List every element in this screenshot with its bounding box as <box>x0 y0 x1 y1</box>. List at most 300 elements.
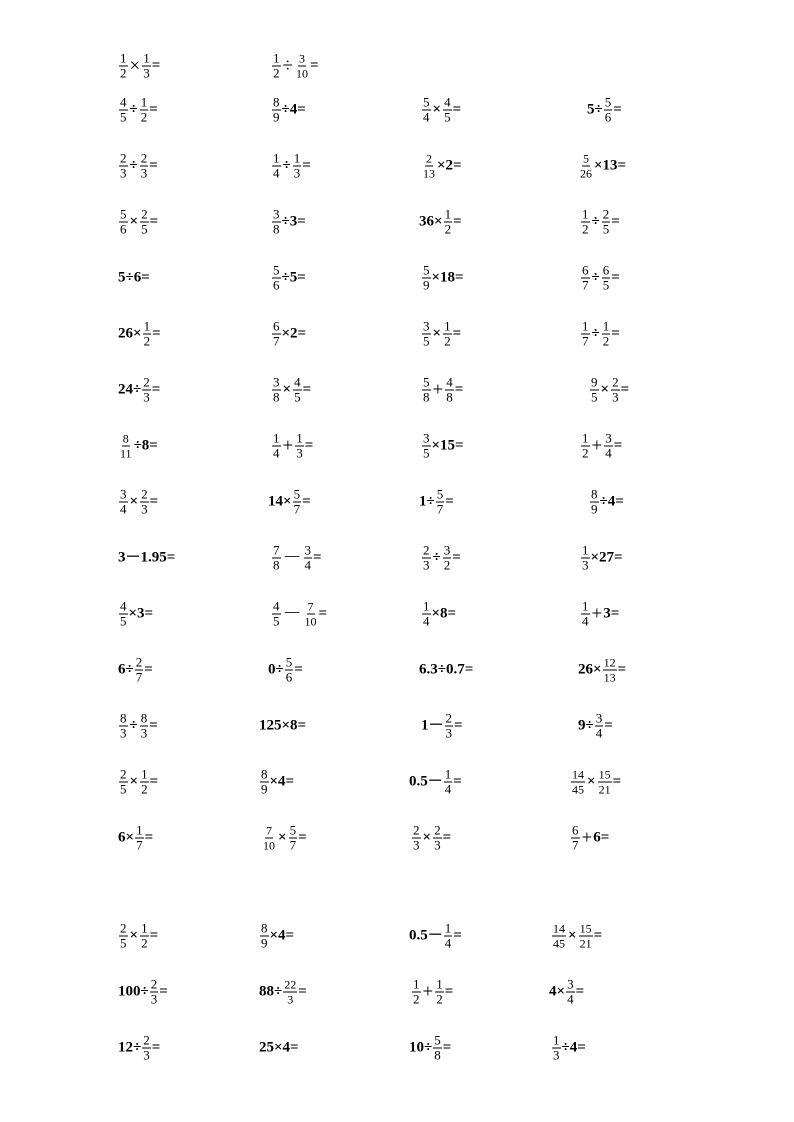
expression-text: 4× <box>549 983 566 1000</box>
denominator: 8 <box>273 389 280 405</box>
expression-text: = <box>149 927 159 944</box>
expression-text: = <box>149 773 159 790</box>
fraction <box>293 488 302 517</box>
numerator: 5 <box>436 486 444 502</box>
operator: ÷ <box>591 325 600 342</box>
fraction <box>595 712 604 741</box>
numerator: 8 <box>261 766 268 782</box>
arithmetic-problem <box>118 52 160 81</box>
denominator: 2 <box>273 65 280 81</box>
numerator: 8 <box>140 710 148 726</box>
fraction <box>581 432 590 461</box>
denominator: 9 <box>273 109 280 125</box>
denominator: 4 <box>273 445 280 461</box>
denominator: 9 <box>261 935 268 951</box>
expression-text: = <box>313 549 322 566</box>
operator: × <box>282 381 292 398</box>
numerator: 7 <box>307 599 314 614</box>
fraction <box>443 320 452 349</box>
denominator: 4 <box>605 445 612 461</box>
expression-text: = <box>151 1039 161 1056</box>
operator: + <box>422 981 434 1003</box>
expression-text: 1－ <box>421 717 444 734</box>
numerator: 2 <box>445 710 453 726</box>
expression-text: = <box>318 605 328 622</box>
arithmetic-problem <box>409 922 462 951</box>
numerator: 2 <box>612 374 619 390</box>
arithmetic-problem <box>271 432 313 461</box>
denominator: 2 <box>444 333 451 349</box>
operator: × <box>278 829 287 846</box>
expression-text: ÷5= <box>281 269 306 286</box>
denominator: 10 <box>304 614 317 629</box>
arithmetic-problem <box>118 600 153 629</box>
fraction <box>119 52 128 81</box>
numerator: 4 <box>444 94 451 110</box>
expression-text: = <box>298 983 307 1000</box>
numerator: 1 <box>582 206 589 222</box>
fraction <box>422 264 431 293</box>
numerator: 1 <box>273 50 280 66</box>
arithmetic-problem <box>409 1034 451 1063</box>
expression-text: = <box>442 1039 452 1056</box>
numerator: 8 <box>261 920 268 936</box>
fraction <box>295 52 309 81</box>
denominator: 3 <box>582 557 589 573</box>
operator: × <box>129 773 139 790</box>
denominator: 5 <box>120 613 127 629</box>
denominator: 6 <box>120 221 127 237</box>
expression-text: 6× <box>118 829 135 846</box>
arithmetic-problem <box>421 320 461 349</box>
expression-text: = <box>309 57 319 74</box>
expression-text: ×3= <box>128 605 154 622</box>
fraction <box>293 152 302 181</box>
expression-text: = <box>620 381 630 398</box>
fraction <box>581 264 590 293</box>
numerator: 2 <box>135 654 143 670</box>
operator: × <box>600 381 610 398</box>
fraction <box>581 544 590 573</box>
fraction <box>119 768 128 797</box>
fraction <box>552 1034 561 1063</box>
fraction <box>272 320 281 349</box>
numerator: 1 <box>141 920 148 936</box>
numerator: 1 <box>444 318 451 334</box>
expression-text: ÷3= <box>281 213 306 230</box>
denominator: 5 <box>602 277 610 293</box>
fraction <box>412 978 421 1007</box>
denominator: 3 <box>553 1047 560 1063</box>
denominator: 2 <box>443 557 451 573</box>
expression-text: 6÷ <box>118 661 134 678</box>
numerator: 1 <box>140 94 148 110</box>
arithmetic-problem <box>118 376 160 405</box>
arithmetic-problem <box>421 600 456 629</box>
fraction <box>602 208 611 237</box>
arithmetic-problem <box>271 320 306 349</box>
arithmetic-problem <box>421 712 463 741</box>
denominator: 4 <box>567 991 574 1007</box>
expression-text: = <box>298 829 307 846</box>
arithmetic-problem <box>118 320 161 349</box>
expression-text: = <box>302 493 311 510</box>
arithmetic-problem <box>580 208 620 237</box>
arithmetic-problem <box>580 432 622 461</box>
denominator: 3 <box>445 725 453 741</box>
expression-text: = <box>453 213 462 230</box>
expression-text: = <box>442 829 452 846</box>
operator: × <box>129 55 141 77</box>
numerator: 1 <box>143 318 151 334</box>
operator: × <box>422 829 432 846</box>
denominator: 5 <box>273 613 280 629</box>
denominator: 2 <box>141 781 148 797</box>
denominator: 3 <box>143 65 150 81</box>
fraction <box>552 922 566 951</box>
denominator: 9 <box>423 277 430 293</box>
expression-text: ×2= <box>281 325 307 342</box>
fraction <box>443 96 452 125</box>
numerator: 1 <box>413 976 420 992</box>
arithmetic-problem <box>578 152 626 181</box>
numerator: 3 <box>443 542 451 558</box>
denominator: 6 <box>604 109 612 125</box>
arithmetic-problem <box>419 208 462 237</box>
expression-text: ×27= <box>590 549 623 566</box>
numerator: 3 <box>120 486 127 502</box>
numerator: 3 <box>423 430 430 446</box>
arithmetic-problem <box>411 978 453 1007</box>
expression-text: = <box>144 661 153 678</box>
operator: － <box>282 603 302 625</box>
fraction <box>140 712 149 741</box>
expression-text: = <box>302 157 311 174</box>
fraction <box>119 152 128 181</box>
operator: ÷ <box>282 55 293 77</box>
expression-text: 1÷ <box>419 493 435 510</box>
denominator: 7 <box>289 837 297 853</box>
fraction <box>119 922 128 951</box>
operator: ÷ <box>432 549 441 566</box>
fraction <box>579 922 593 951</box>
expression-text: ÷4= <box>599 493 624 510</box>
denominator: 4 <box>444 935 452 951</box>
expression-text: = <box>149 493 159 510</box>
numerator: 1 <box>273 150 280 166</box>
denominator: 2 <box>582 221 589 237</box>
numerator: 2 <box>434 822 441 838</box>
operator: + <box>591 435 603 457</box>
denominator: 4 <box>423 613 430 629</box>
fraction <box>272 208 281 237</box>
expression-text: = <box>304 437 314 454</box>
operator: + <box>432 379 444 401</box>
arithmetic-problem <box>580 320 620 349</box>
numerator: 5 <box>423 262 430 278</box>
arithmetic-problem <box>421 152 462 181</box>
arithmetic-problem <box>118 551 175 566</box>
fraction <box>272 152 281 181</box>
denominator: 8 <box>273 221 280 237</box>
fraction <box>262 824 276 853</box>
expression-text: = <box>452 325 462 342</box>
fraction <box>581 600 590 629</box>
fraction <box>566 978 575 1007</box>
numerator: 4 <box>273 598 280 614</box>
expression-text: = <box>149 213 159 230</box>
arithmetic-problem <box>259 922 294 951</box>
expression-text: 24÷ <box>118 381 142 398</box>
denominator: 45 <box>553 936 565 951</box>
expression-text: 88÷ <box>259 983 283 1000</box>
arithmetic-problem <box>118 96 158 125</box>
fraction <box>119 712 128 741</box>
numerator: 3 <box>605 430 612 446</box>
arithmetic-problem <box>271 264 306 293</box>
denominator: 11 <box>120 446 132 461</box>
numerator: 1 <box>444 920 452 936</box>
fraction <box>422 544 431 573</box>
arithmetic-problem <box>587 96 622 125</box>
operator: ÷ <box>129 717 138 734</box>
denominator: 6 <box>285 669 293 685</box>
fraction <box>119 432 133 461</box>
numerator: 2 <box>120 150 127 166</box>
expression-text: = <box>611 325 620 342</box>
numerator: 2 <box>426 151 432 166</box>
operator: ÷ <box>282 157 291 174</box>
denominator: 2 <box>444 221 452 237</box>
expression-text: 25×4= <box>259 1039 299 1056</box>
fraction <box>119 488 128 517</box>
denominator: 3 <box>413 837 420 853</box>
expression-text: 0÷ <box>268 661 284 678</box>
arithmetic-problem <box>271 376 311 405</box>
expression-text: = <box>151 381 161 398</box>
numerator: 3 <box>298 51 305 66</box>
operator: ÷ <box>129 157 138 174</box>
expression-text: 12÷ <box>118 1039 142 1056</box>
numerator: 8 <box>122 431 129 446</box>
numerator: 5 <box>423 94 430 110</box>
numerator: 8 <box>120 710 127 726</box>
fraction <box>142 52 151 81</box>
expression-text: 14× <box>268 493 292 510</box>
denominator: 2 <box>413 991 420 1007</box>
denominator: 3 <box>143 1047 150 1063</box>
denominator: 7 <box>135 669 143 685</box>
expression-text: = <box>144 829 154 846</box>
arithmetic-problem <box>259 1041 299 1056</box>
expression-text: ×18= <box>431 269 464 286</box>
fraction <box>119 96 128 125</box>
denominator: 5 <box>120 109 127 125</box>
fraction <box>422 432 431 461</box>
arithmetic-problem <box>411 824 451 853</box>
numerator: 1 <box>436 976 443 992</box>
operator: × <box>432 101 442 118</box>
numerator: 3 <box>595 710 603 726</box>
arithmetic-problem <box>580 544 623 573</box>
fraction <box>143 320 152 349</box>
arithmetic-problem <box>118 712 158 741</box>
expression-text: ×8= <box>431 605 457 622</box>
numerator: 1 <box>423 598 430 614</box>
numerator: 2 <box>602 206 610 222</box>
operator: × <box>129 927 139 944</box>
numerator: 5 <box>273 262 280 278</box>
fraction <box>135 656 144 685</box>
expression-text: 10÷ <box>409 1039 433 1056</box>
denominator: 7 <box>582 333 589 349</box>
fraction <box>140 488 149 517</box>
arithmetic-problem <box>118 488 158 517</box>
operator: + <box>282 435 294 457</box>
denominator: 2 <box>582 445 589 461</box>
numerator: 6 <box>582 262 589 278</box>
arithmetic-problem <box>118 271 150 286</box>
fraction <box>422 320 431 349</box>
fraction <box>422 376 431 405</box>
denominator: 4 <box>120 501 127 517</box>
fraction <box>140 208 149 237</box>
numerator: 2 <box>120 920 127 936</box>
denominator: 7 <box>582 277 589 293</box>
denominator: 13 <box>423 166 435 181</box>
denominator: 2 <box>436 991 443 1007</box>
expression-text: 5÷6= <box>118 269 150 286</box>
expression-text: 0.5－ <box>409 927 443 944</box>
fraction <box>272 544 281 573</box>
fraction <box>142 376 151 405</box>
expression-text: = <box>302 381 312 398</box>
denominator: 5 <box>120 935 127 951</box>
expression-text: 3－1.95= <box>118 549 176 566</box>
numerator: 15 <box>598 767 611 782</box>
expression-text: 36× <box>419 213 443 230</box>
numerator: 1 <box>602 318 610 334</box>
arithmetic-problem <box>268 656 303 685</box>
fraction <box>142 1034 151 1063</box>
fraction <box>272 264 281 293</box>
operator: × <box>587 773 596 790</box>
numerator: 15 <box>579 921 592 936</box>
fraction <box>304 600 318 629</box>
numerator: 2 <box>143 1032 150 1048</box>
arithmetic-problem <box>259 719 306 734</box>
operator: － <box>282 547 302 569</box>
denominator: 2 <box>140 109 148 125</box>
fraction <box>590 488 599 517</box>
denominator: 7 <box>273 333 280 349</box>
numerator: 1 <box>553 1032 560 1048</box>
numerator: 8 <box>591 486 598 502</box>
numerator: 1 <box>273 430 280 446</box>
numerator: 1 <box>120 50 127 66</box>
numerator: 5 <box>434 1032 441 1048</box>
fraction <box>119 208 128 237</box>
arithmetic-problem <box>551 1034 586 1063</box>
denominator: 3 <box>141 501 148 517</box>
numerator: 4 <box>120 598 127 614</box>
arithmetic-problem <box>271 544 322 573</box>
expression-text: = <box>152 325 161 342</box>
fraction <box>422 600 431 629</box>
arithmetic-problem <box>271 96 306 125</box>
arithmetic-problem <box>259 978 307 1007</box>
numerator: 3 <box>273 374 280 390</box>
fraction <box>443 544 452 573</box>
numerator: 5 <box>285 654 293 670</box>
fraction <box>272 600 281 629</box>
numerator: 1 <box>296 430 303 446</box>
numerator: 6 <box>572 822 579 838</box>
denominator: 21 <box>598 782 611 797</box>
denominator: 7 <box>136 837 143 853</box>
fraction <box>289 824 298 853</box>
fraction <box>140 768 149 797</box>
numerator: 5 <box>423 374 430 390</box>
denominator: 8 <box>273 557 280 573</box>
arithmetic-problem <box>419 663 473 678</box>
arithmetic-problem <box>118 656 153 685</box>
fraction <box>602 264 611 293</box>
numerator: 5 <box>583 151 589 166</box>
fraction <box>422 96 431 125</box>
denominator: 13 <box>603 670 616 685</box>
expression-text: = <box>149 157 158 174</box>
denominator: 4 <box>304 557 312 573</box>
denominator: 3 <box>612 389 619 405</box>
arithmetic-problem <box>578 712 613 741</box>
denominator: 2 <box>120 65 127 81</box>
expression-text: = <box>453 773 462 790</box>
fraction <box>272 96 281 125</box>
arithmetic-problem <box>421 264 464 293</box>
denominator: 4 <box>595 725 603 741</box>
arithmetic-problem <box>118 1034 160 1063</box>
denominator: 3 <box>140 725 148 741</box>
expression-text: 0.5－ <box>409 773 443 790</box>
arithmetic-problem <box>271 600 327 629</box>
expression-text: = <box>611 213 620 230</box>
expression-text: 100÷ <box>118 983 149 1000</box>
fraction <box>304 544 313 573</box>
numerator: 4 <box>120 94 127 110</box>
numerator: 1 <box>582 598 589 614</box>
fraction <box>295 432 304 461</box>
numerator: 1 <box>444 766 452 782</box>
arithmetic-problem <box>421 96 461 125</box>
expression-text: 6.3÷0.7= <box>419 661 474 678</box>
expression-text: ÷4= <box>281 101 306 118</box>
arithmetic-problem <box>551 922 602 951</box>
operator: ÷ <box>591 269 600 286</box>
fraction <box>579 152 593 181</box>
denominator: 6 <box>273 277 280 293</box>
operator: × <box>568 927 577 944</box>
fraction <box>590 376 599 405</box>
expression-text: = <box>149 717 158 734</box>
fraction <box>260 768 269 797</box>
numerator: 6 <box>602 262 610 278</box>
numerator: 5 <box>289 822 297 838</box>
denominator: 45 <box>572 782 584 797</box>
fraction <box>444 768 453 797</box>
numerator: 8 <box>273 94 280 110</box>
numerator: 1 <box>582 430 589 446</box>
